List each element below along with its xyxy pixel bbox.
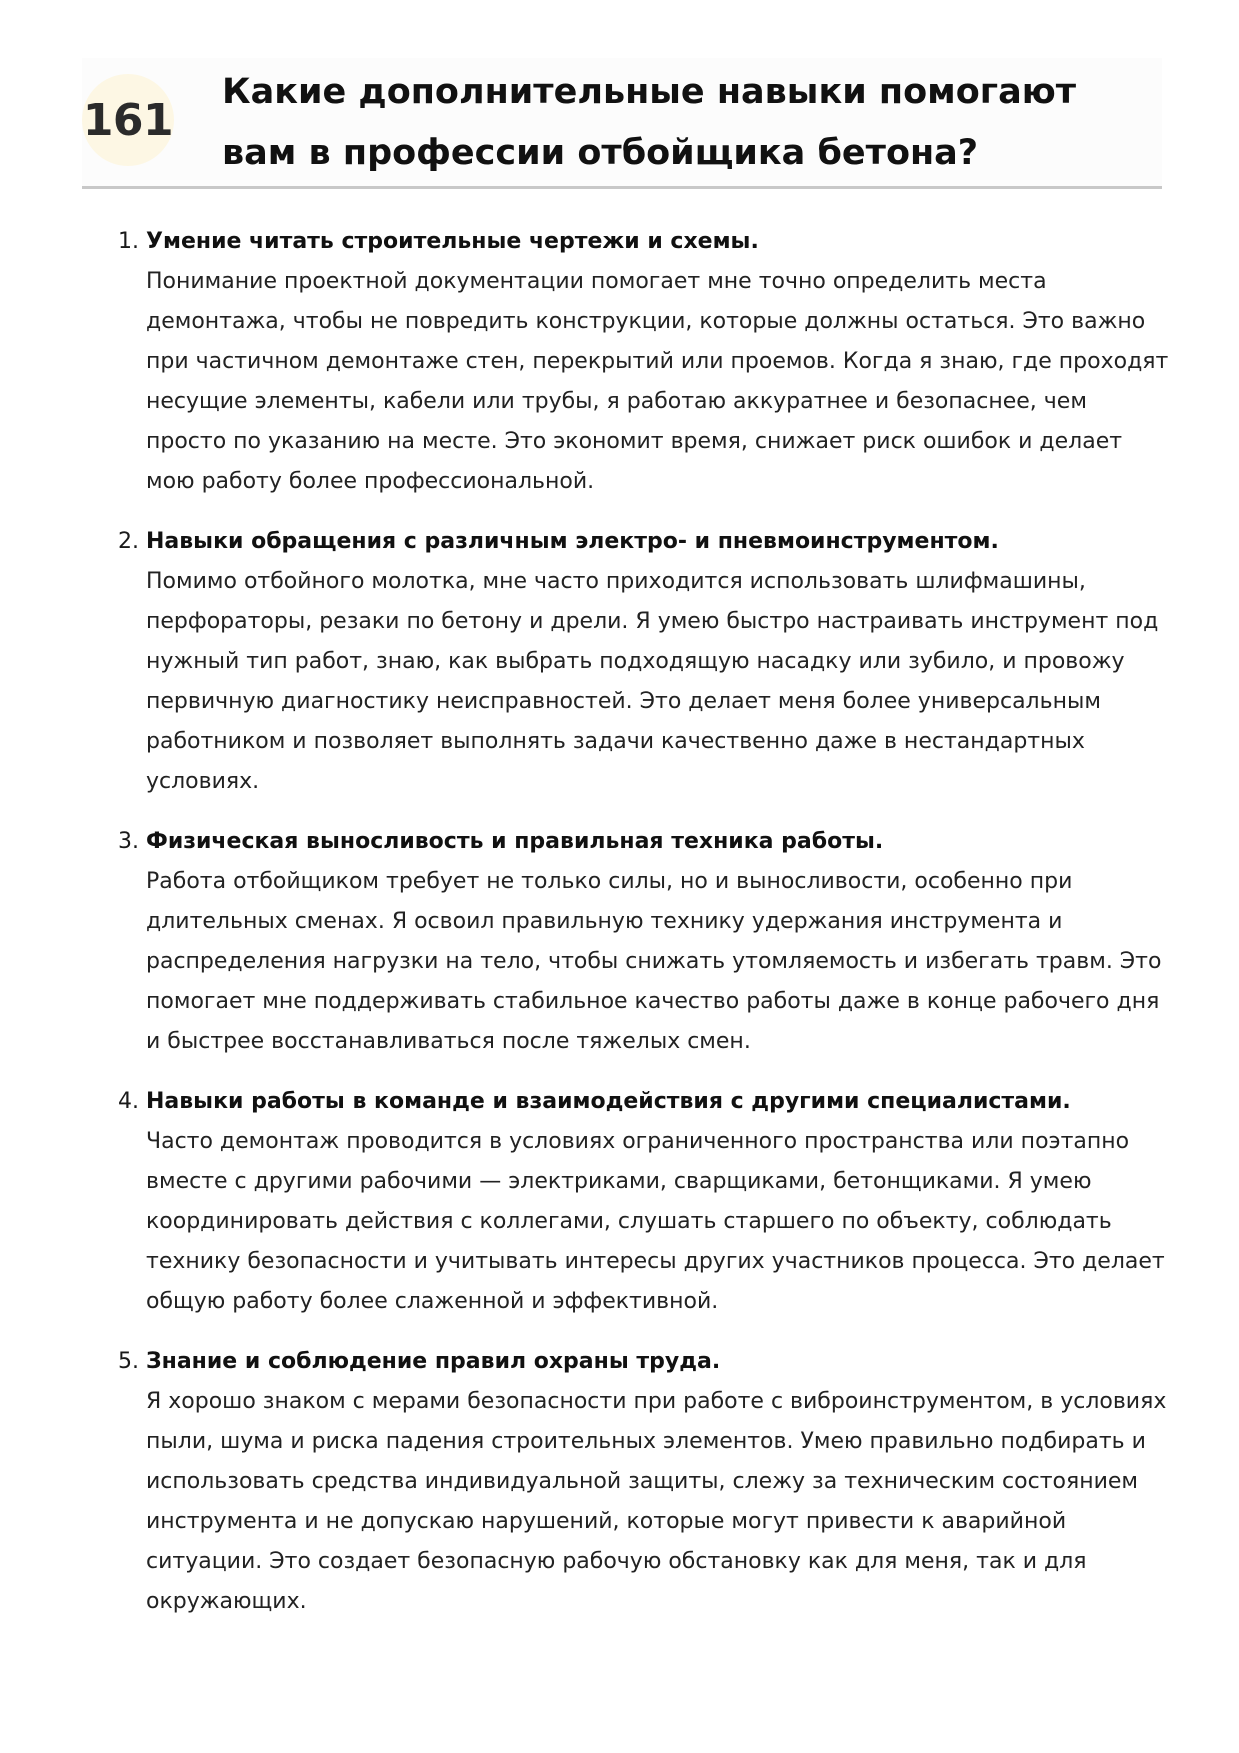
list-item-text: Понимание проектной документации помогает мне точно определить места демонтажа, чтобы не повредить конструкции, которые должны остаться. Это важно при частичном демонтаже стен, перекрытий или проемов. Когда я знаю, где проходят несущие элементы, кабели или трубы, я работаю аккуратнее и безопаснее, чем просто по указанию на месте. Это экономит время, снижает риск ошибок и делает мою работу более профессиональной.	[146, 269, 1169, 494]
list-item-title: Навыки работы в команде и взаимодействия с другими специалистами.	[146, 1089, 1071, 1114]
list-item	[110, 1342, 1170, 1622]
list-item-number: 5.	[118, 1349, 139, 1374]
question-number-badge: 161	[82, 74, 174, 166]
list-item-text: Работа отбойщиком требует не только силы, но и выносливости, особенно при длительных сменах. Я освоил правильную технику удержания инструмента и распределения нагрузки на тело, чтобы снижать утомляемость и избегать травм. Это помогает мне поддерживать стабильное качество работы даже в конце рабочего дня и быстрее восстанавливаться после тяжелых смен.	[146, 869, 1162, 1054]
list-item-number: 3.	[118, 829, 139, 854]
question-title: Какие дополнительные навыки помогают вам в профессии отбойщика бетона?	[222, 72, 1077, 173]
question-header	[82, 58, 1162, 189]
list-item	[110, 822, 1170, 1062]
list-item-text: Помимо отбойного молотка, мне часто приходится использовать шлифмашины, перфораторы, резаки по бетону и дрели. Я умею быстро настраивать инструмент под нужный тип работ, знаю, как выбрать подходящую насадку или зубило, и провожу первичную диагностику неисправностей. Это делает меня более универсальным работником и позволяет выполнять задачи качественно даже в нестандартных условиях.	[146, 569, 1159, 794]
list-item	[110, 1082, 1170, 1322]
list-item-number: 1.	[118, 229, 139, 254]
answer-list	[110, 222, 1170, 1642]
list-item-number: 4.	[118, 1089, 139, 1114]
list-item	[110, 222, 1170, 502]
list-item-title: Умение читать строительные чертежи и схемы.	[146, 229, 759, 254]
list-item-title: Знание и соблюдение правил охраны труда.	[146, 1349, 721, 1374]
list-item-text: Часто демонтаж проводится в условиях ограниченного пространства или поэтапно вместе с другими рабочими — электриками, сварщиками, бетонщиками. Я умею координировать действия с коллегами, слушать старшего по объекту, соблюдать технику безопасности и учитывать интересы других участников процесса. Это делает общую работу более слаженной и эффективной.	[146, 1129, 1165, 1314]
list-item-text: Я хорошо знаком с мерами безопасности при работе с виброинструментом, в условиях пыли, шума и риска падения строительных элементов. Умею правильно подбирать и использовать средства индивидуальной защиты, слежу за техническим состоянием инструмента и не допускаю нарушений, которые могут привести к аварийной ситуации. Это создает безопасную рабочую обстановку как для меня, так и для окружающих.	[146, 1389, 1167, 1614]
list-item-number: 2.	[118, 529, 139, 554]
list-item-title: Физическая выносливость и правильная техника работы.	[146, 829, 884, 854]
list-item-title: Навыки обращения с различным электро- и пневмоинструментом.	[146, 529, 999, 554]
list-item	[110, 522, 1170, 802]
